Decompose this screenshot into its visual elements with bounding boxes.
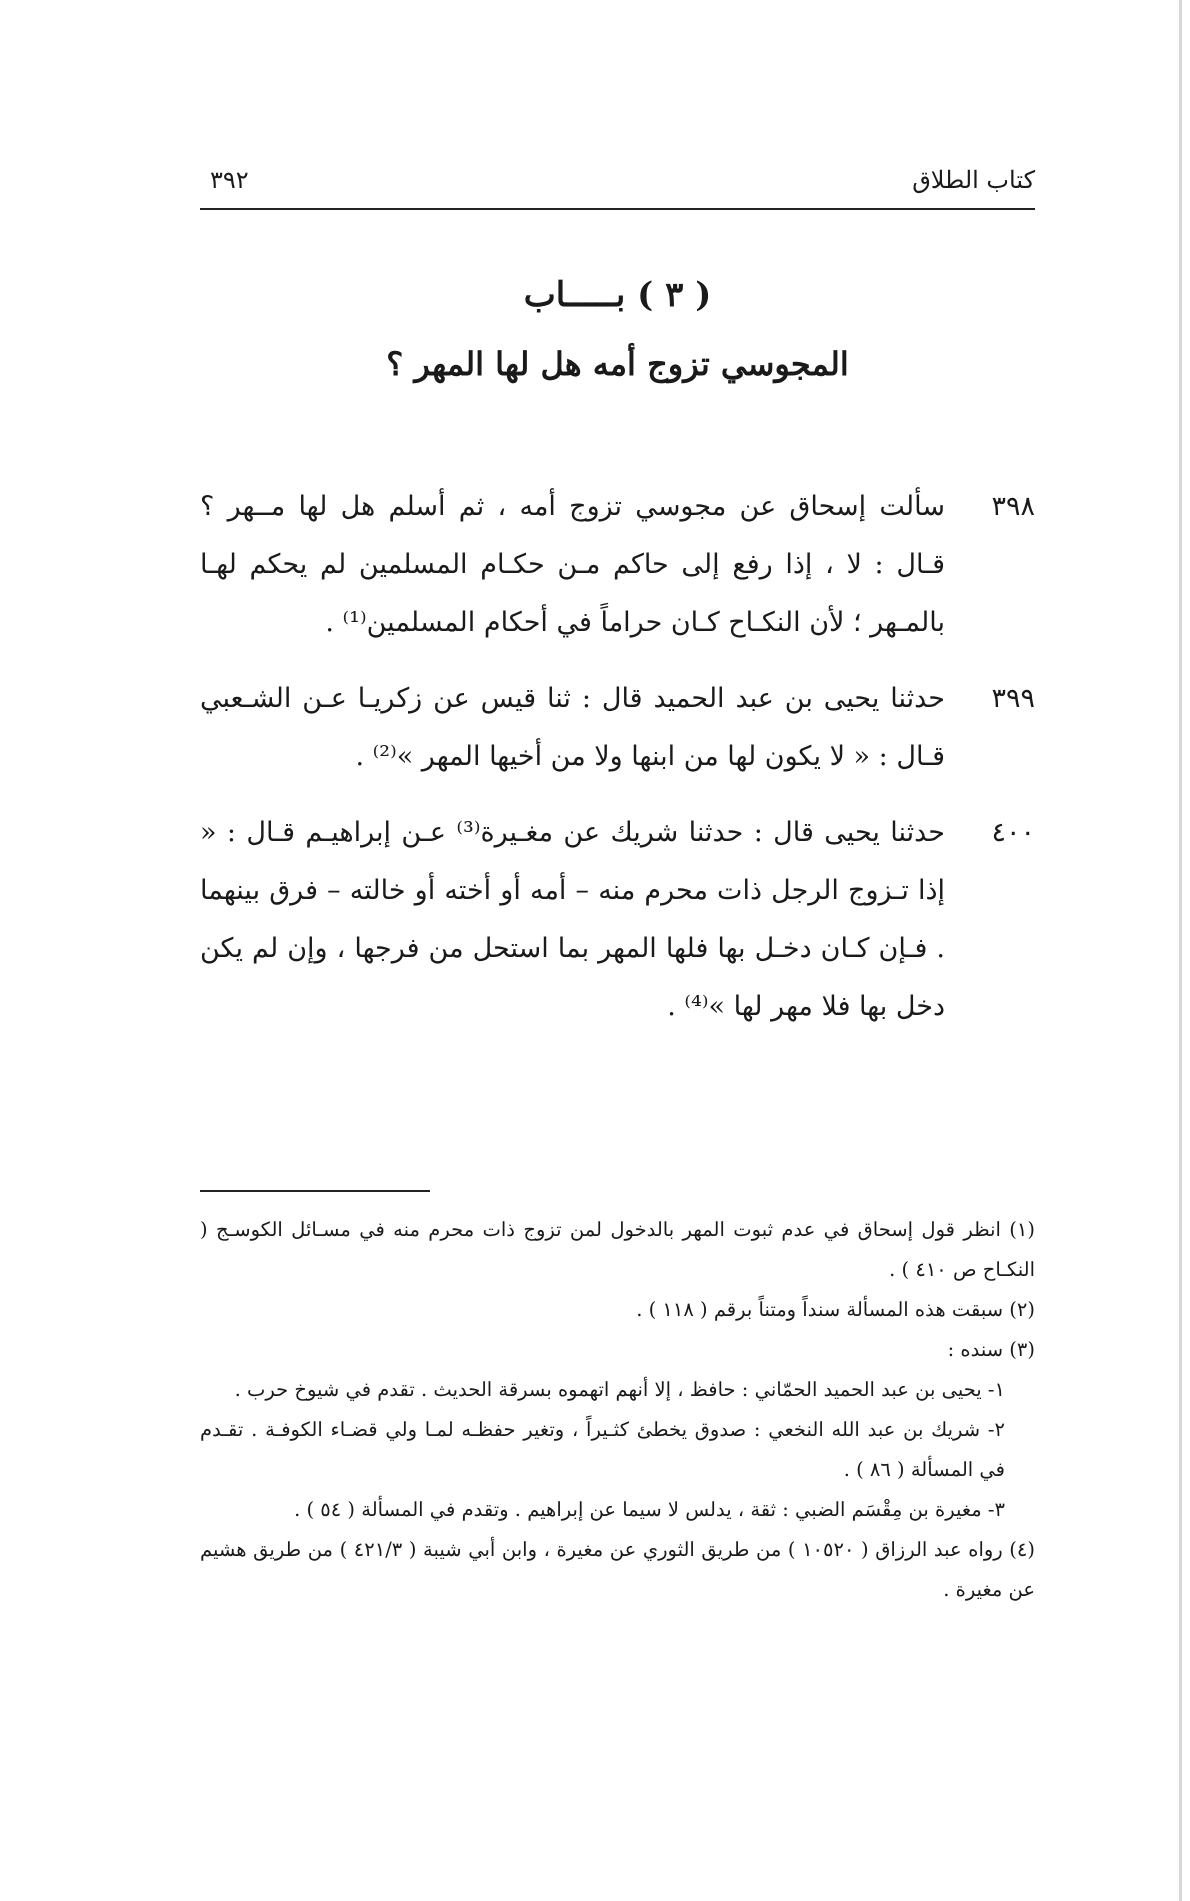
page-number: ٣٩٢ — [210, 166, 249, 194]
scan-edge-line — [1179, 0, 1182, 1901]
chapter-title: المجوسي تزوج أمه هل لها المهر ؟ — [386, 345, 849, 383]
entries-list — [200, 478, 1035, 1054]
book-page — [200, 0, 1035, 1901]
entry-399 — [200, 670, 1035, 786]
entry-400 — [200, 804, 1035, 1036]
footnote-3-item-3: ٣- مغيرة بن مِقْسَم الضبي : ثقة ، يدلس لا سيما عن إبراهيم . وتقدم في المسألة ( ٥٤ ) . — [294, 1498, 1005, 1521]
footnote-divider — [200, 1190, 430, 1192]
entry-398 — [200, 478, 1035, 652]
entry-number: ٣٩٩ — [991, 683, 1035, 714]
entry-text: حدثنا يحيى قال : حدثنا شريك عن مغـيرة⁽³⁾ عـن إبراهيـم قـال : « إذا تـزوج الرجل ذات محرم منه – أمه أو أخته أو خالته – فرق بينهما . فـإن كـان دخـل بها فلها المهر بما استحل من فرجها ، وإن لم يكن دخل بها فلا مهر لها »⁽⁴⁾ . — [200, 817, 946, 1022]
footnote-1: (١) انظر قول إسحاق في عدم ثبوت المهر بالدخول لمن تزوج ذات محرم منه في مسـائل الكوسـج ( النكـاح ص ٤١٠ ) . — [200, 1218, 1035, 1281]
chapter-heading: ( ٣ ) بـــــاب — [523, 275, 712, 315]
footnote-3-item-1: ١- يحيى بن عبد الحميد الحمّاني : حافظ ، إلا أنهم اتهموه بسرقة الحديث . تقدم في شيوخ حرب . — [234, 1378, 1005, 1401]
entry-text: حدثنا يحيى بن عبد الحميد قال : ثنا قيس عن زكريـا عـن الشـعبي قـال : « لا يكون لها من ابنها ولا من أخيها المهر »⁽²⁾ . — [200, 683, 945, 772]
footnotes — [200, 1210, 1035, 1610]
footnote-3-item-2: ٢- شريك بن عبد الله النخعي : صدوق يخطئ كثـيراً ، وتغير حفظـه لمـا ولي قضـاء الكوفـة . تقـدم في المسألة ( ٨٦ ) . — [200, 1418, 1005, 1481]
footnote-3: (٣) سنده : — [947, 1338, 1035, 1361]
entry-number: ٣٩٨ — [991, 491, 1035, 522]
footnote-4: (٤) رواه عبد الرزاق ( ١٠٥٢٠ ) من طريق الثوري عن مغيرة ، وابن أبي شيبة ( ٤٢١/٣ ) من طريق هشيم عن مغيرة . — [200, 1538, 1036, 1601]
running-header — [200, 160, 1035, 210]
book-title: كتاب الطلاق — [912, 166, 1035, 194]
entry-number: ٤٠٠ — [991, 817, 1035, 848]
footnote-2: (٢) سبقت هذه المسألة سنداً ومتناً برقم ( ١١٨ ) . — [636, 1298, 1035, 1321]
entry-text: سألت إسحاق عن مجوسي تزوج أمه ، ثم أسلم هل لها مــهر ؟ قـال : لا ، إذا رفع إلى حاكم مـن حكـام المسلمين لم يحكم لهـا بالمـهر ؛ لأن النكـاح كـان حراماً في أحكام المسلمين⁽¹⁾ . — [200, 491, 945, 638]
